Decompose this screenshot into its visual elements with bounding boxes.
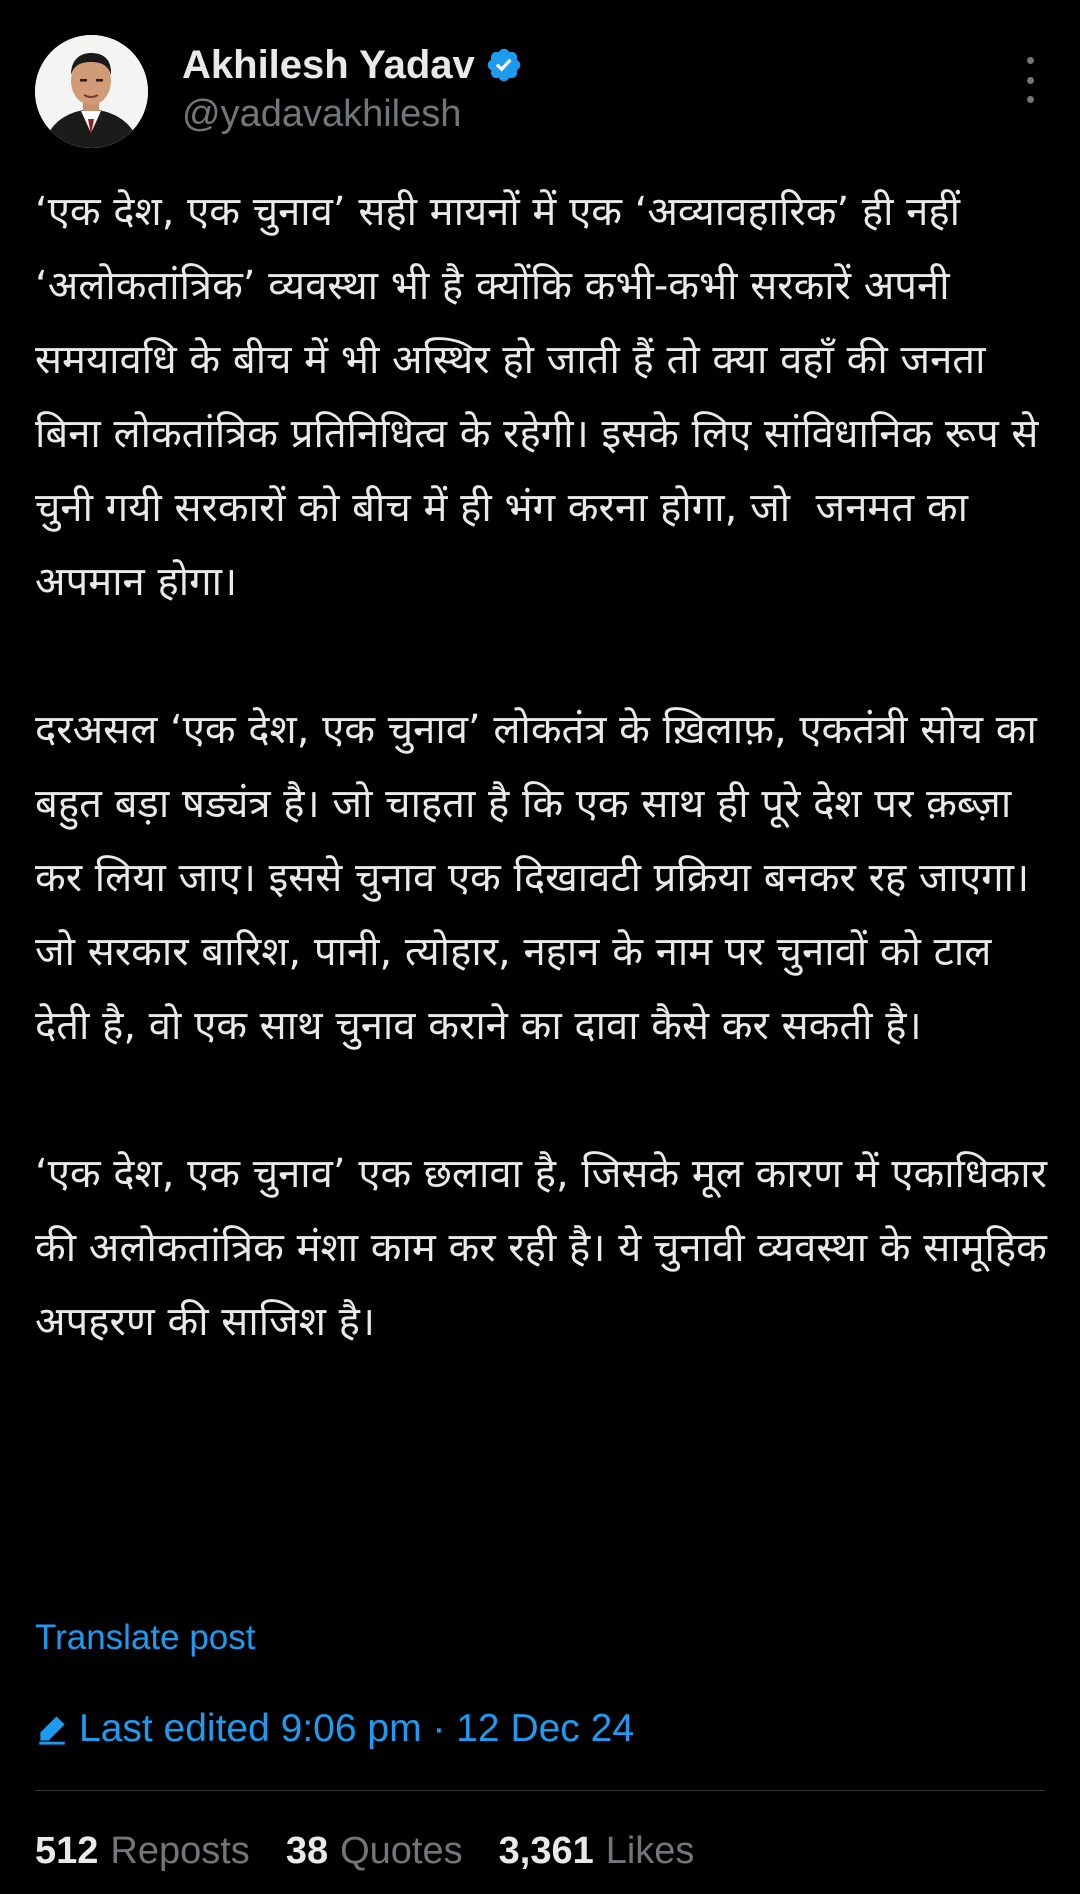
likes-stat[interactable] — [499, 1830, 695, 1873]
likes-label: Likes — [605, 1830, 695, 1872]
post-text — [35, 175, 1060, 1359]
translate-post-link[interactable]: Translate post — [35, 1618, 256, 1657]
last-edited-text: Last edited 9:06 pm · 12 Dec 24 — [79, 1707, 635, 1750]
reposts-count: 512 — [35, 1830, 99, 1872]
quotes-label: Quotes — [340, 1830, 463, 1872]
engagement-stats — [35, 1830, 694, 1873]
more-dot-icon — [1027, 96, 1034, 103]
post-header — [35, 35, 1045, 151]
verified-badge-icon — [485, 46, 523, 84]
avatar[interactable] — [35, 35, 148, 148]
more-dot-icon — [1027, 77, 1034, 84]
author-handle[interactable]: @yadavakhilesh — [182, 93, 462, 135]
author-display-name[interactable]: Akhilesh Yadav — [182, 43, 475, 87]
pencil-icon — [35, 1712, 69, 1746]
likes-count: 3,361 — [498, 1830, 594, 1872]
more-options-button[interactable] — [1015, 57, 1045, 103]
last-edited-link[interactable] — [35, 1707, 634, 1751]
reposts-label: Reposts — [110, 1830, 250, 1872]
post-paragraph: दरअसल ‘एक देश, एक चुनाव’ लोकतंत्र के ख़िलाफ़, एकतंत्री सोच का बहुत बड़ा षड्यंत्र है। जो चाहता है कि एक साथ ही पूरे देश पर क़ब्ज़ा कर लिया जाए। इससे चुनाव एक दिखावटी प्रक्रिया बनकर रह जाएगा। जो सरकार बारिश, पानी, त्योहार, नहान के नाम पर चुनावों को टाल देती है, वो एक साथ चुनाव कराने का दावा कैसे कर सकती है। — [35, 707, 1050, 1049]
author-name-row[interactable] — [182, 41, 523, 89]
divider — [35, 1790, 1045, 1791]
reposts-stat[interactable] — [35, 1830, 250, 1873]
post-paragraph: ‘एक देश, एक चुनाव’ एक छलावा है, जिसके मूल कारण में एकाधिकार की अलोकतांत्रिक मंशा काम कर रही है। ये चुनावी व्यवस्था के सामूहिक अपहरण की साजिश है। — [35, 1151, 1060, 1345]
post-paragraph: ‘एक देश, एक चुनाव’ सही मायनों में एक ‘अव्यावहारिक’ ही नहीं ‘अलोकतांत्रिक’ व्यवस्था भी है क्योंकि कभी-कभी सरकारें अपनी समयावधि के बीच में भी अस्थिर हो जाती हैं तो क्या वहाँ की जनता बिना लोकतांत्रिक प्रतिनिधित्व के रहेगी। इसके लिए सांविधानिक रूप से चुनी गयी सरकारों को बीच में ही भंग करना होगा, जो जनमत का अपमान होगा। — [35, 189, 1052, 605]
more-dot-icon — [1027, 57, 1034, 64]
quotes-count: 38 — [285, 1830, 329, 1872]
quotes-stat[interactable] — [286, 1830, 463, 1873]
